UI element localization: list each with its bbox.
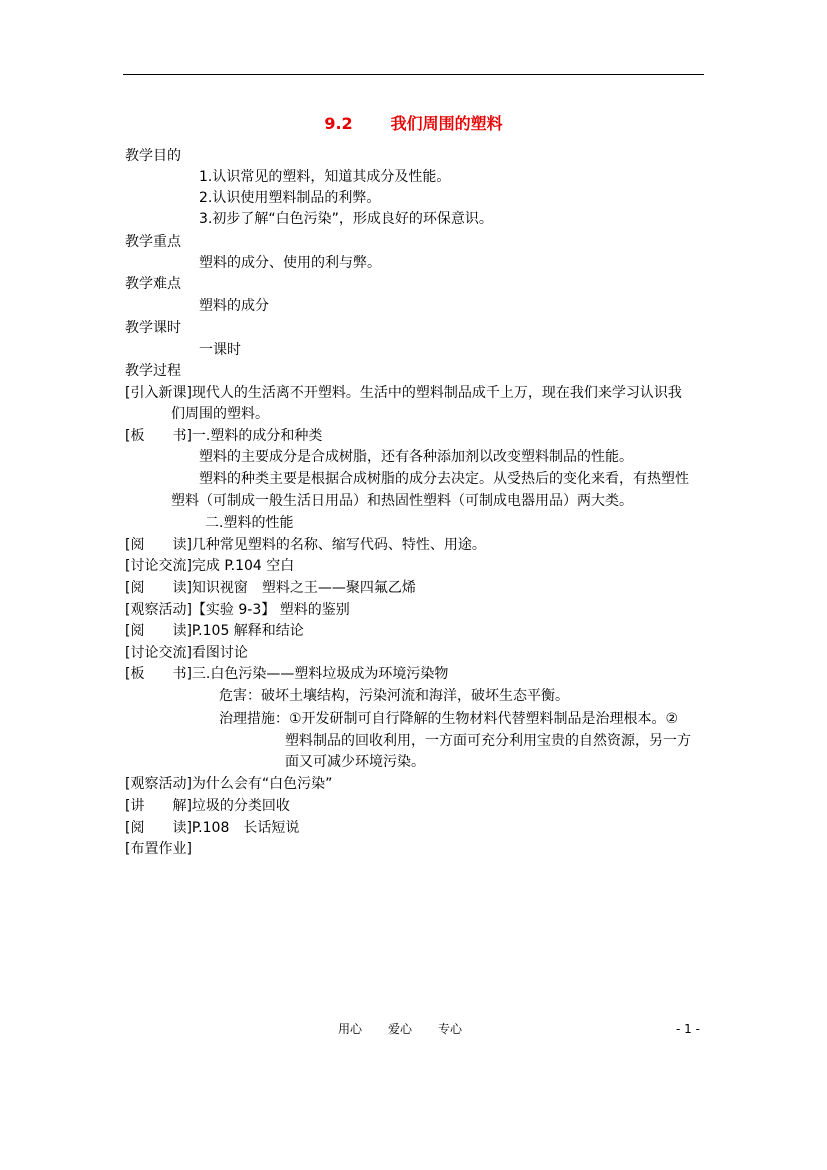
- process-line: 塑料的主要成分是合成树脂，还有各种添加剂以改变塑料制品的性能。: [199, 449, 633, 465]
- process-line: [布置作业]: [125, 841, 192, 857]
- process-line: [阅 读]P.108 长话短说: [125, 820, 300, 836]
- difficulties-text: 塑料的成分: [199, 298, 269, 314]
- heading-class-hours: 教学课时: [125, 320, 181, 336]
- objective-item-2: 2.认识使用塑料制品的利弊。: [199, 190, 381, 206]
- heading-objectives: 教学目的: [125, 148, 181, 164]
- process-line: 塑料制品的回收利用，一方面可充分利用宝贵的自然资源，另一方: [285, 733, 691, 749]
- process-line: 二.塑料的性能: [205, 515, 294, 531]
- footer-motto: [338, 1021, 488, 1037]
- process-line: 们周围的塑料。: [171, 406, 269, 422]
- heading-difficulties: 教学难点: [125, 276, 181, 292]
- process-line: [引入新课]现代人的生活离不开塑料。生活中的塑料制品成千上万，现在我们来学习认识我: [125, 385, 682, 401]
- process-line: [板 书]三.白色污染——塑料垃圾成为环境污染物: [125, 666, 449, 682]
- process-line: [讨论交流]看图讨论: [125, 645, 248, 661]
- process-line: [阅 读]知识视窗 塑料之王——聚四氟乙烯: [125, 580, 416, 596]
- motto-word: 用心: [338, 1022, 363, 1036]
- heading-key-points: 教学重点: [125, 234, 181, 250]
- process-line: 危害：破坏土壤结构，污染河流和海洋，破坏生态平衡。: [219, 688, 569, 704]
- process-line: [板 书]一.塑料的成分和种类: [125, 428, 323, 444]
- process-line: 塑料（可制成一般生活日用品）和热固性塑料（可制成电器用品）两大类。: [171, 493, 633, 509]
- header-rule: [123, 74, 704, 75]
- process-line: [讲 解]垃圾的分类回收: [125, 798, 290, 814]
- process-line: [讨论交流]完成 P.104 空白: [125, 558, 295, 574]
- page-number: - 1 -: [676, 1022, 700, 1036]
- objective-item-1: 1.认识常见的塑料，知道其成分及性能。: [199, 169, 451, 185]
- process-line: 塑料的种类主要是根据合成树脂的成分去决定。从受热后的变化来看，有热塑性: [199, 471, 689, 487]
- process-line: [观察活动]【实验 9-3】 塑料的鉴别: [125, 602, 350, 618]
- objective-item-3: 3.初步了解“白色污染”，形成良好的环保意识。: [199, 211, 493, 227]
- heading-process: 教学过程: [125, 363, 181, 379]
- class-hours-text: 一课时: [199, 342, 241, 358]
- process-line: 治理措施：①开发研制可自行降解的生物材料代替塑料制品是治理根本。②: [219, 711, 679, 727]
- process-line: [阅 读]P.105 解释和结论: [125, 623, 304, 639]
- motto-word: 爱心: [388, 1022, 413, 1036]
- section-number: 9.2: [324, 114, 353, 133]
- title-text: 我们周围的塑料: [390, 114, 503, 133]
- motto-word: 专心: [438, 1022, 463, 1036]
- page-title: [0, 114, 827, 134]
- process-line: [阅 读]几种常见塑料的名称、缩写代码、特性、用途。: [125, 537, 486, 553]
- process-line: 面又可减少环境污染。: [285, 754, 425, 770]
- key-points-text: 塑料的成分、使用的利与弊。: [199, 255, 381, 271]
- process-line: [观察活动]为什么会有“白色污染”: [125, 776, 333, 792]
